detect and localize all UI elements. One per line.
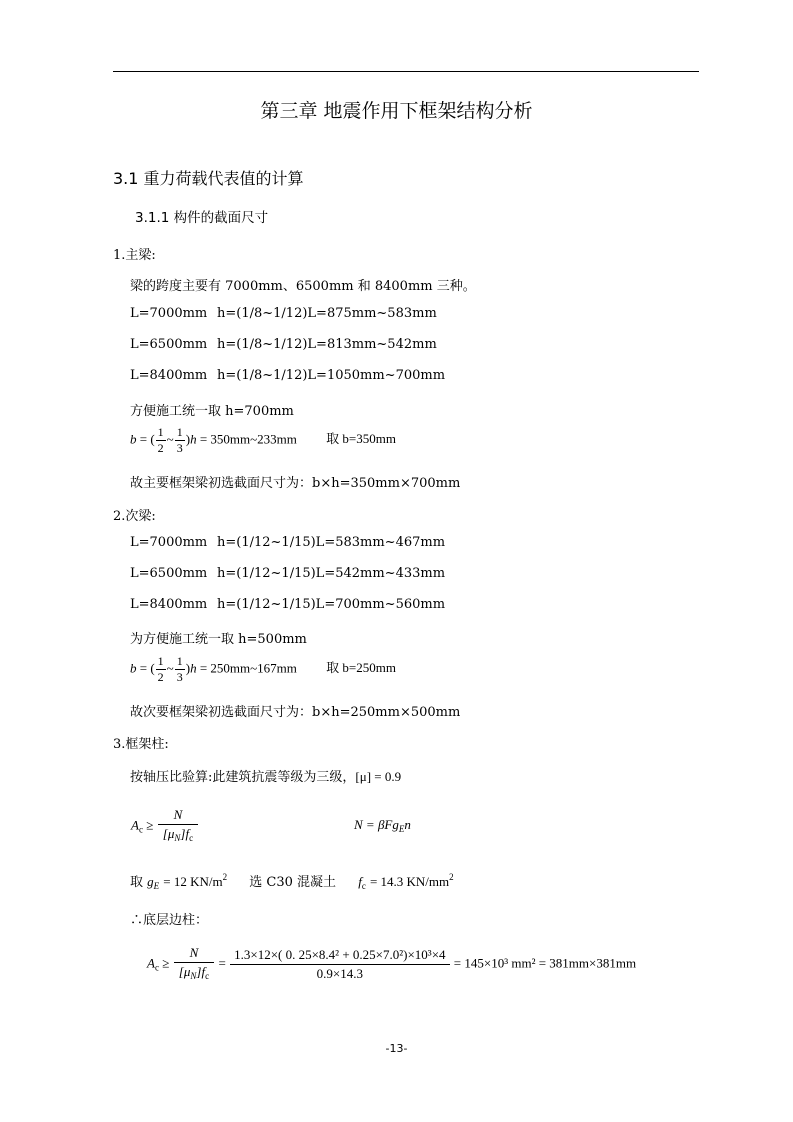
main-beam-row-L: L=6500mm bbox=[130, 337, 208, 352]
secondary-beam-row-h: h=(1/12~1/15)L=700mm~560mm bbox=[217, 597, 446, 612]
main-beam-row-h: h=(1/8~1/12)L=875mm~583mm bbox=[217, 306, 437, 321]
column-label: 3.框架柱: bbox=[113, 737, 169, 752]
ac-formula: $A_c$ ≥ $\frac{N}{[\mu_N]f_c}$ bbox=[131, 806, 199, 847]
header-rule bbox=[113, 71, 699, 72]
chapter-title: 第三章 地震作用下框架结构分析 bbox=[260, 100, 533, 122]
column-intro: 按轴压比验算:此建筑抗震等级为三级，[μ] = 0.9 bbox=[130, 769, 402, 785]
n-formula: N = βFg$_E$n bbox=[354, 817, 411, 834]
main-beam-row-h: h=(1/8~1/12)L=813mm~542mm bbox=[217, 337, 437, 352]
main-beam-row-h: h=(1/8~1/12)L=1050mm~700mm bbox=[217, 368, 446, 383]
main-beam-label: 1.主梁: bbox=[113, 248, 156, 263]
subsection-title: 3.1.1 构件的截面尺寸 bbox=[135, 210, 269, 226]
secondary-beam-b-formula: b = ( $\frac{1}{2}$ ~ $\frac{1}{3}$ )h = 250mm~167mm 取 b=250mm bbox=[130, 654, 396, 684]
secondary-beam-choose: 为方便施工统一取 h=500mm bbox=[130, 632, 307, 647]
bottom-edge-column: ∴底层边柱： bbox=[130, 913, 209, 928]
ge-line: 取 $g_E = 12$ $KN/m^2$ 选 C30 混凝土 $f_c = 14.3$ $KN/mm^2$ bbox=[130, 872, 454, 891]
secondary-beam-label: 2.次梁: bbox=[113, 509, 156, 524]
main-beam-row-L: L=7000mm bbox=[130, 306, 208, 321]
secondary-beam-row-L: L=6500mm bbox=[130, 566, 208, 581]
secondary-beam-row-L: L=7000mm bbox=[130, 535, 208, 550]
main-beam-intro: 梁的跨度主要有 7000mm、6500mm 和 8400mm 三种。 bbox=[130, 279, 476, 294]
secondary-beam-result: 故次要框架梁初选截面尺寸为：b×h=250mm×500mm bbox=[130, 705, 461, 720]
section-title: 3.1 重力荷载代表值的计算 bbox=[113, 169, 304, 188]
main-beam-choose: 方便施工统一取 h=700mm bbox=[130, 404, 294, 419]
ac-calculation: $A_c$ ≥ $\frac{N}{[\mu_N]f_c}$ = $\frac{\text{1.3×12×( 0. 25×8.4² + 0.25×7.0²)×10³×4}}{0.9\times 14.3}$ = 145×10³ mm² = 381mm×381mm bbox=[147, 945, 637, 981]
main-beam-row-L: L=8400mm bbox=[130, 368, 208, 383]
page-number: -13- bbox=[385, 1042, 408, 1055]
secondary-beam-row-h: h=(1/12~1/15)L=542mm~433mm bbox=[217, 566, 446, 581]
secondary-beam-row-h: h=(1/12~1/15)L=583mm~467mm bbox=[217, 535, 446, 550]
main-beam-b-formula: b = ( $\frac{1}{2}$ ~ $\frac{1}{3}$ )h = 350mm~233mm 取 b=350mm bbox=[130, 425, 396, 455]
main-beam-result: 故主要框架梁初选截面尺寸为：b×h=350mm×700mm bbox=[130, 476, 461, 491]
secondary-beam-row-L: L=8400mm bbox=[130, 597, 208, 612]
mu-value: [μ] = 0.9 bbox=[355, 769, 402, 784]
